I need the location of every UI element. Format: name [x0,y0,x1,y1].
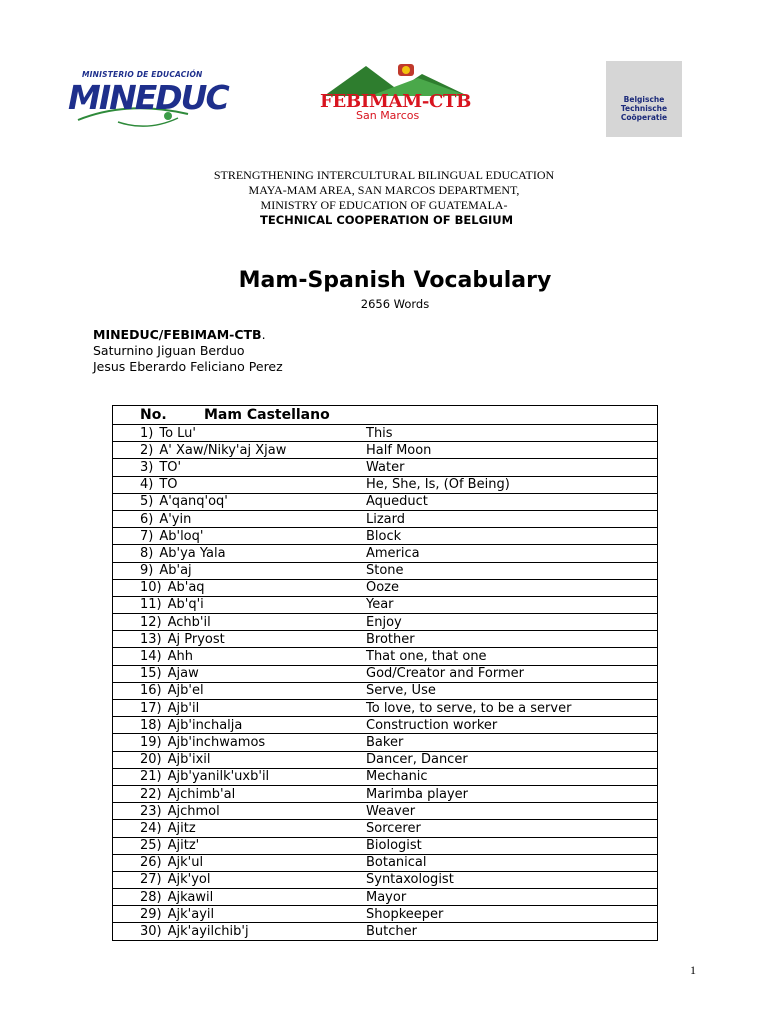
mam-word-cell [113,648,367,665]
translation-cell: To love, to serve, to be a server [366,700,658,717]
mam-word: A'yin [159,511,192,527]
mam-word-cell [113,751,367,768]
mam-word: Ajitz [167,820,196,836]
mam-word-cell [113,665,367,682]
table-row [113,785,658,802]
row-number: 28) [140,889,162,905]
document-subtitle: 2656 Words [360,297,430,311]
table-row [113,631,658,648]
mam-word: Ajk'ayil [167,906,215,922]
translation-cell: Mayor [366,889,658,906]
row-number: 9) [140,563,154,579]
translation-cell: Serve, Use [366,682,658,699]
mam-word-cell [113,510,367,527]
mineduc-logo [68,70,228,132]
mam-word-cell [113,837,367,854]
mam-word: Ajb'il [167,700,200,716]
mam-word-cell [113,562,367,579]
row-number: 14) [140,649,162,665]
table-row [113,889,658,906]
table-row [113,923,658,940]
translation-cell: Half Moon [366,442,658,459]
translation-cell: Water [366,459,658,476]
row-number: 10) [140,580,162,596]
mam-word-cell [113,596,367,613]
mam-word: A'qanq'oq' [159,494,228,510]
translation-cell: Syntaxologist [366,871,658,888]
translation-cell: Aqueduct [366,493,658,510]
translation-cell: This [366,425,658,442]
header-columns: Mam Castellano [204,406,330,423]
row-number: 13) [140,631,162,647]
row-number: 23) [140,803,162,819]
author-1: Saturnino Jiguan Berduo [93,343,245,358]
table-row [113,545,658,562]
row-number: 26) [140,855,162,871]
btc-line-2: Technische [620,104,668,113]
mam-word: Ajb'inchwamos [167,734,266,750]
translation-cell: Block [366,528,658,545]
table-row [113,459,658,476]
translation-cell: Lizard [366,510,658,527]
table-row [113,596,658,613]
translation-cell: God/Creator and Former [366,665,658,682]
febimam-wordmark: FEBIMAM-CTB [320,91,472,112]
mam-word: Ab'q'i [167,597,204,613]
btc-logo [606,61,682,137]
row-number: 24) [140,820,162,836]
mam-word-cell [113,476,367,493]
translation-cell: America [366,545,658,562]
table-row [113,682,658,699]
mam-word: Ab'aj [159,563,192,579]
mam-word-cell [113,803,367,820]
mam-word: Ajitz' [167,838,200,854]
row-number: 4) [140,477,154,493]
translation-cell: Construction worker [366,717,658,734]
mam-word: To Lu' [159,425,196,441]
author-organization [93,327,266,342]
table-row [113,768,658,785]
mam-word-cell [113,717,367,734]
febimam-logo [318,60,480,124]
mam-word: Ajkawil [167,889,214,905]
author-org-suffix: . [261,327,266,342]
mam-word: Ajchimb'al [167,786,236,802]
table-row [113,751,658,768]
mam-word-cell [113,493,367,510]
mam-word: TO' [159,459,182,475]
mam-word-cell [113,906,367,923]
row-number: 3) [140,459,154,475]
table-row [113,871,658,888]
mam-word: Ab'aq [167,580,205,596]
translation-cell: Baker [366,734,658,751]
row-number: 16) [140,683,162,699]
mam-word-cell [113,700,367,717]
translation-cell: Butcher [366,923,658,940]
translation-cell: Weaver [366,803,658,820]
mam-word-cell [113,889,367,906]
header-no: No. [140,406,167,423]
table-row [113,528,658,545]
row-number: 12) [140,614,162,630]
table-row [113,665,658,682]
table-row [113,648,658,665]
row-number: 20) [140,752,162,768]
table-row [113,442,658,459]
row-number: 21) [140,769,162,785]
mam-word-cell [113,682,367,699]
table-row [113,425,658,442]
translation-cell: Enjoy [366,614,658,631]
mam-word: Ab'ya Yala [159,545,226,561]
mam-word-cell [113,785,367,802]
row-number: 18) [140,717,162,733]
header-line-1: STRENGTHENING INTERCULTURAL BILINGUAL EDUCATION [213,168,555,182]
document-title: Mam-Spanish Vocabulary [238,268,552,293]
mam-word-cell [113,579,367,596]
febimam-location: San Marcos [356,109,420,122]
mam-word: Ajb'ixil [167,752,211,768]
table-row [113,820,658,837]
mam-word-cell [113,631,367,648]
row-number: 27) [140,872,162,888]
table-header [113,406,658,425]
mam-word-cell [113,459,367,476]
mam-word: Ajb'el [167,683,204,699]
translation-cell: Brother [366,631,658,648]
row-number: 22) [140,786,162,802]
table-row [113,854,658,871]
translation-cell: Stone [366,562,658,579]
mam-word-cell [113,614,367,631]
translation-cell: Biologist [366,837,658,854]
translation-cell: Shopkeeper [366,906,658,923]
mam-word-cell [113,528,367,545]
mam-word: Ajk'yol [167,872,211,888]
row-number: 17) [140,700,162,716]
row-number: 1) [140,425,154,441]
row-number: 30) [140,924,162,940]
row-number: 25) [140,838,162,854]
row-number: 8) [140,545,154,561]
mineduc-ministry-text: MINISTERIO DE EDUCACIÓN [82,70,203,79]
row-number: 11) [140,597,162,613]
mam-word: Ajb'yanilk'uxb'il [167,769,270,785]
table-row [113,476,658,493]
mam-word: A' Xaw/Niky'aj Xjaw [159,442,287,458]
translation-cell: Dancer, Dancer [366,751,658,768]
mam-word-cell [113,734,367,751]
translation-cell: Mechanic [366,768,658,785]
table-row [113,837,658,854]
btc-line-3: Coöperatie [620,113,668,122]
translation-cell: Year [366,596,658,613]
mam-word-cell [113,923,367,940]
table-row [113,734,658,751]
table-row [113,803,658,820]
translation-cell: Sorcerer [366,820,658,837]
table-row [113,717,658,734]
row-number: 19) [140,734,162,750]
mam-word: Aj Pryost [167,631,225,647]
vocabulary-table [112,405,658,941]
row-number: 2) [140,442,154,458]
mam-word-cell [113,854,367,871]
header-line-4: TECHNICAL COOPERATION OF BELGIUM [260,213,514,227]
mam-word: Ajchmol [167,803,220,819]
mam-word: Ahh [167,649,193,665]
table-row [113,906,658,923]
mam-word-cell [113,545,367,562]
mam-word: TO [159,477,178,493]
mam-word: Ab'loq' [159,528,204,544]
table-row [113,562,658,579]
table-row [113,614,658,631]
translation-cell: Botanical [366,854,658,871]
mam-word: Ajaw [167,666,199,682]
header-line-3: MINISTRY OF EDUCATION OF GUATEMALA- [260,198,508,212]
btc-text [606,95,682,122]
mam-word-cell [113,425,367,442]
table-header-row [113,406,658,425]
translation-cell: That one, that one [366,648,658,665]
table-row [113,700,658,717]
page-number: 1 [690,963,696,977]
mam-word: Ajk'ayilchib'j [167,924,249,940]
mam-word-cell [113,820,367,837]
table-row [113,493,658,510]
mam-word-cell [113,442,367,459]
mam-word-cell [113,871,367,888]
table-row [113,510,658,527]
row-number: 29) [140,906,162,922]
translation-cell: Ooze [366,579,658,596]
row-number: 7) [140,528,154,544]
mam-word: Ajk'ul [167,855,204,871]
btc-line-1: Belgische [623,95,665,104]
table-row [113,579,658,596]
mam-word: Ajb'inchalja [167,717,243,733]
row-number: 15) [140,666,162,682]
mam-word-cell [113,768,367,785]
mineduc-wordmark: MINEDUC [68,78,228,117]
row-number: 6) [140,511,154,527]
row-number: 5) [140,494,154,510]
author-2: Jesus Eberardo Feliciano Perez [93,359,283,374]
author-org-name: MINEDUC/FEBIMAM-CTB [93,327,262,342]
mam-word: Achb'il [167,614,211,630]
header-line-2: MAYA-MAM AREA, SAN MARCOS DEPARTMENT, [248,183,520,197]
translation-cell: Marimba player [366,785,658,802]
translation-cell: He, She, Is, (Of Being) [366,476,658,493]
